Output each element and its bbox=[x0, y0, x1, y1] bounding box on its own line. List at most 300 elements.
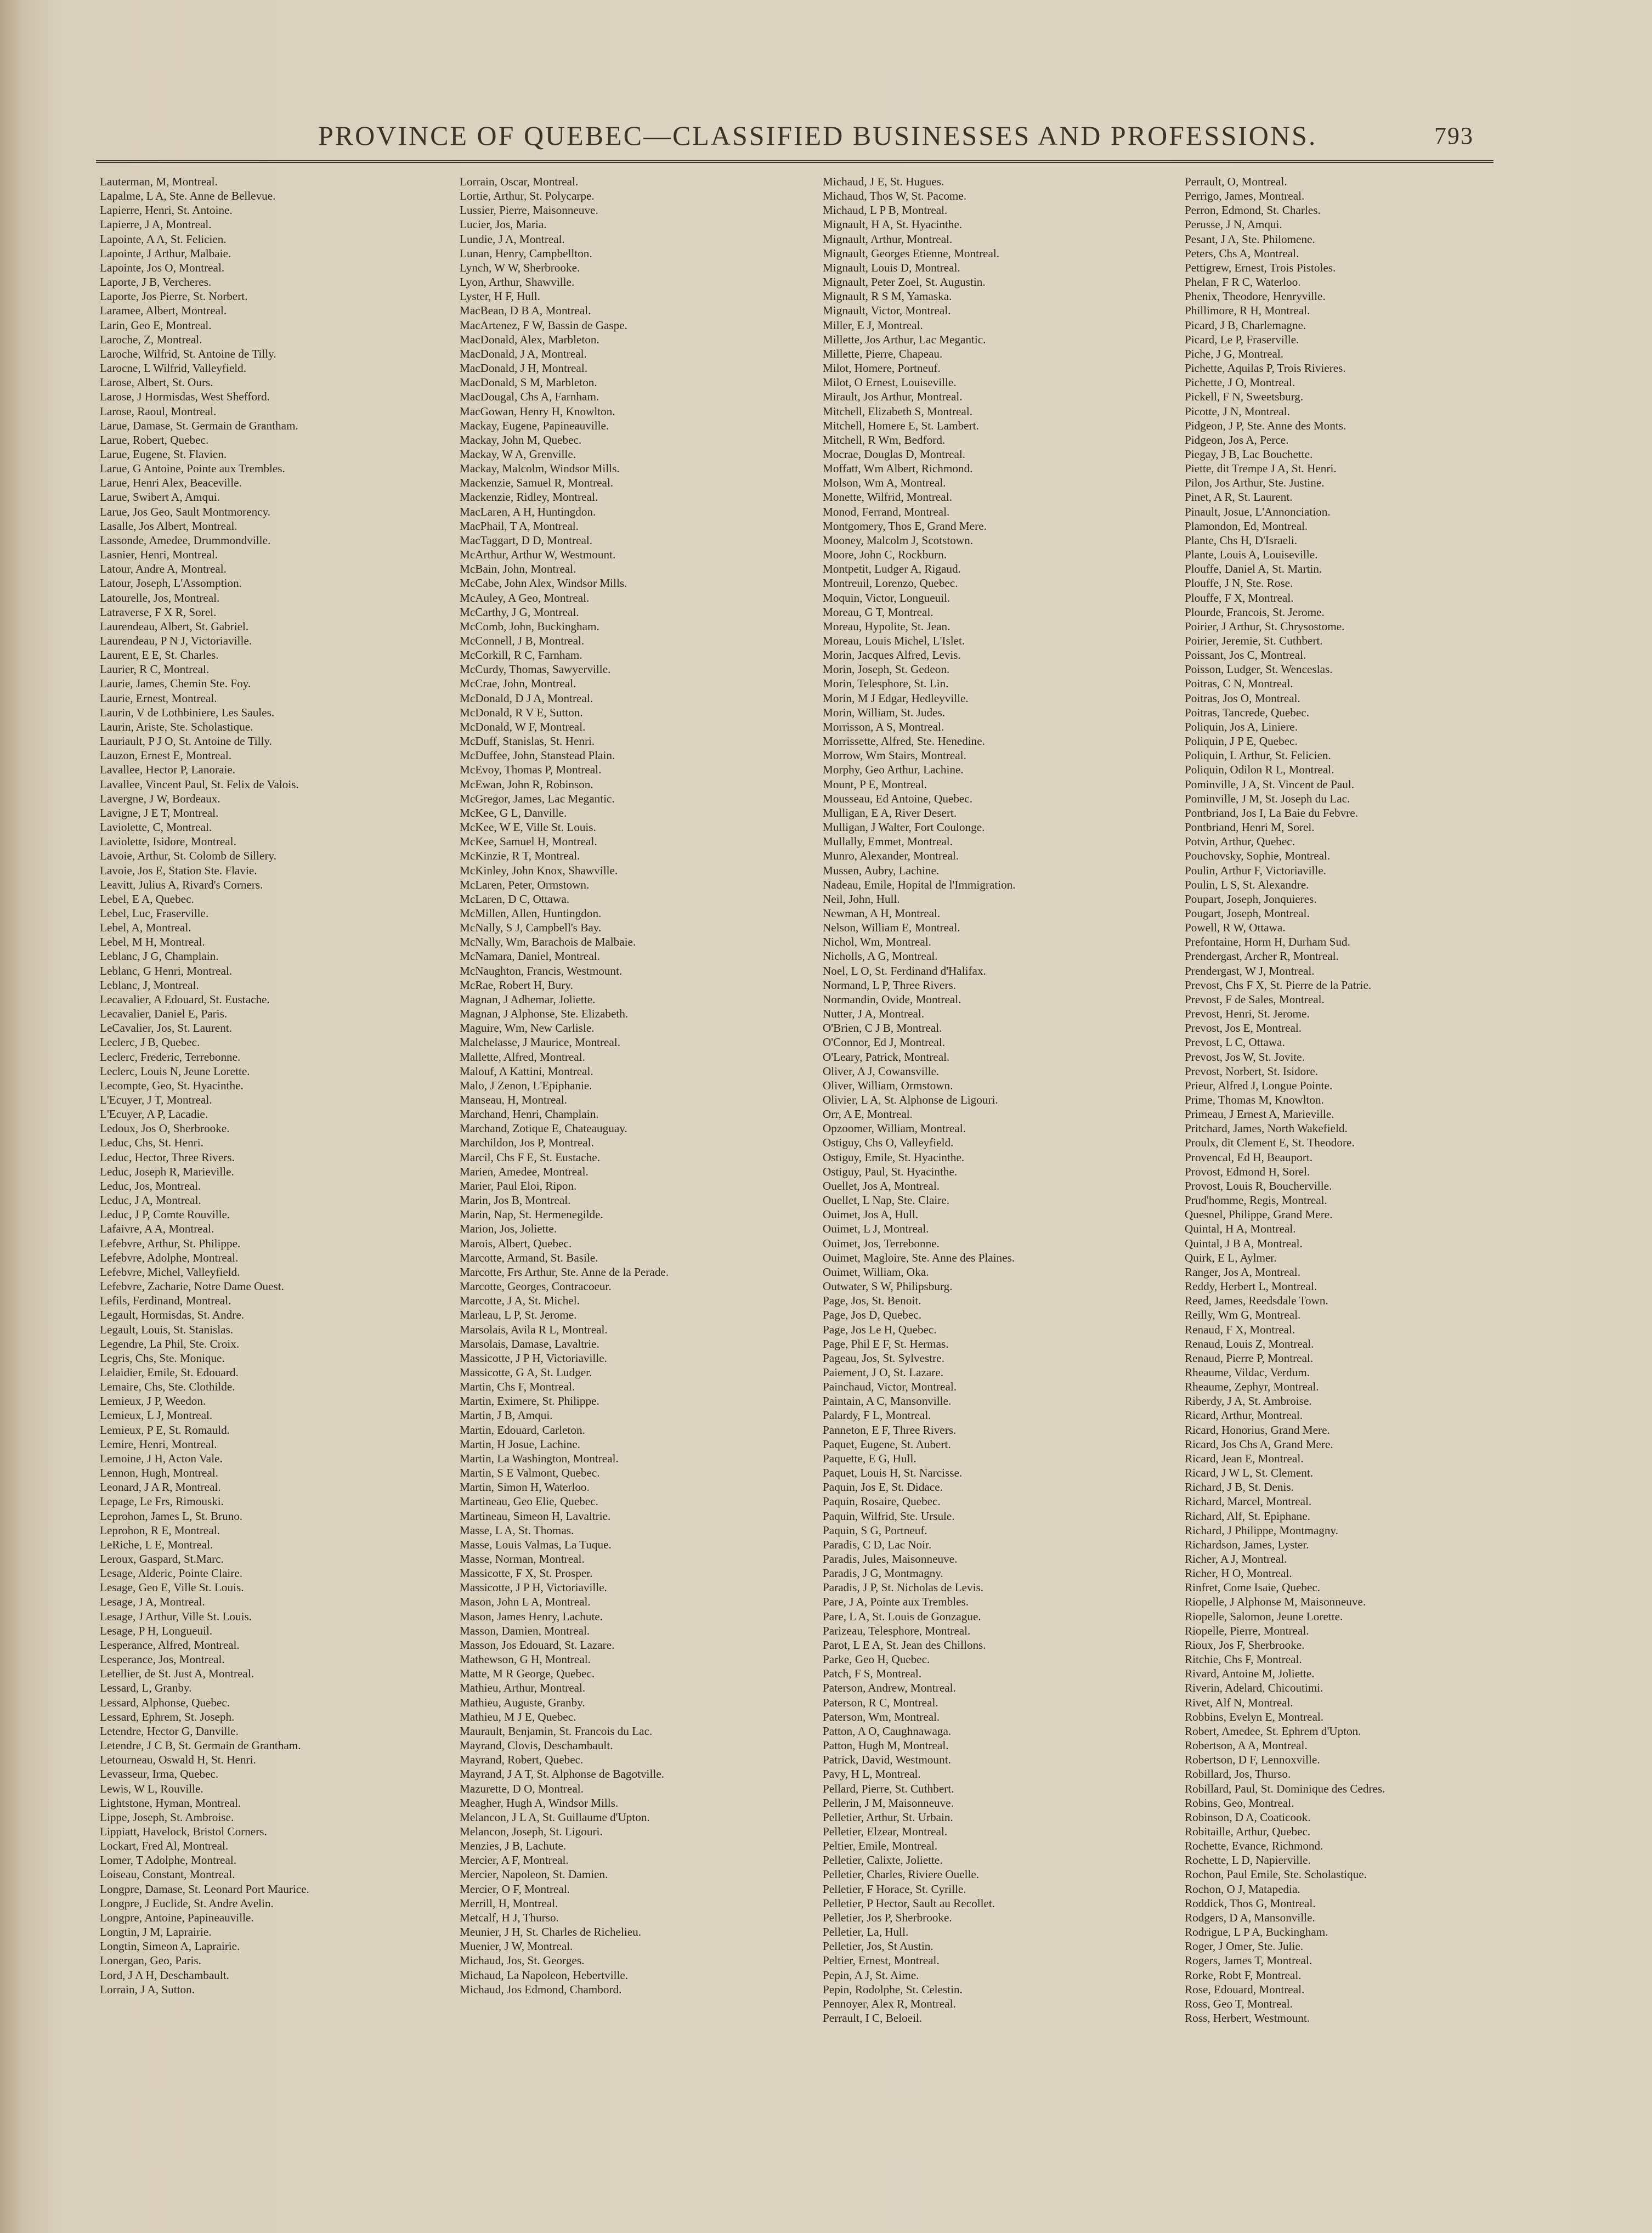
directory-entry: Lord, J A H, Deschambault. bbox=[100, 1968, 229, 1982]
directory-entry: Pellerin, J M, Maisonneuve. bbox=[823, 1796, 954, 1810]
directory-entry: Lesage, Alderic, Pointe Claire. bbox=[100, 1567, 243, 1580]
directory-entry: Lecavalier, A Edouard, St. Eustache. bbox=[100, 992, 270, 1006]
directory-entry: Martin, Eximere, St. Philippe. bbox=[460, 1394, 599, 1408]
directory-entry: Pavy, H L, Montreal. bbox=[823, 1767, 921, 1781]
directory-entry: Primeau, J Ernest A, Marieville. bbox=[1185, 1107, 1334, 1121]
directory-entry: McCrae, John, Montreal. bbox=[460, 677, 576, 691]
directory-entry: Marin, Jos B, Montreal. bbox=[460, 1194, 571, 1207]
directory-entry: Robertson, A A, Montreal. bbox=[1185, 1739, 1308, 1753]
directory-entry: Piegay, J B, Lac Bouchette. bbox=[1185, 447, 1313, 461]
directory-entry: O'Brien, C J B, Montreal. bbox=[823, 1021, 942, 1035]
directory-entry: Nichol, Wm, Montreal. bbox=[823, 935, 931, 949]
directory-entry: Mercier, Napoleon, St. Damien. bbox=[460, 1868, 608, 1881]
directory-entry: Paquin, Wilfrid, Ste. Ursule. bbox=[823, 1509, 955, 1523]
directory-entry: Robins, Geo, Montreal. bbox=[1185, 1796, 1294, 1810]
directory-entry: Ouimet, Magloire, Ste. Anne des Plaines. bbox=[823, 1251, 1015, 1264]
directory-entry: MacPhail, T A, Montreal. bbox=[460, 519, 579, 533]
directory-entry: Laramee, Albert, Montreal. bbox=[100, 304, 227, 318]
directory-entry: Miller, E J, Montreal. bbox=[823, 318, 923, 332]
directory-entry: Lesage, J Arthur, Ville St. Louis. bbox=[100, 1609, 252, 1623]
directory-entry: Pageau, Jos, St. Sylvestre. bbox=[823, 1351, 944, 1365]
directory-entry: Longpre, J Euclide, St. Andre Avelin. bbox=[100, 1896, 274, 1910]
directory-entry: Michaud, Jos Edmond, Chambord. bbox=[460, 1982, 622, 1996]
directory-entry: Paiement, J O, St. Lazare. bbox=[823, 1365, 944, 1379]
directory-entry: Proulx, dit Clement E, St. Theodore. bbox=[1185, 1136, 1355, 1150]
directory-entry: Martin, J B, Amqui. bbox=[460, 1409, 553, 1422]
directory-entry: Mathieu, Arthur, Montreal. bbox=[460, 1681, 586, 1695]
directory-entry: McKinzie, R T, Montreal. bbox=[460, 849, 580, 863]
directory-entry: Riopelle, Salomon, Jeune Lorette. bbox=[1185, 1609, 1343, 1623]
directory-entry: Legris, Chs, Ste. Monique. bbox=[100, 1351, 225, 1365]
directory-entry: Larue, Henri Alex, Beaceville. bbox=[100, 476, 242, 490]
directory-entry: Lynch, W W, Sherbrooke. bbox=[460, 261, 580, 274]
directory-entry: Poisson, Ludger, St. Wenceslas. bbox=[1185, 663, 1333, 676]
directory-entry: McDonald, R V E, Sutton. bbox=[460, 705, 583, 719]
directory-entry: Lucier, Jos, Maria. bbox=[460, 218, 547, 231]
directory-entry: Leduc, J P, Comte Rouville. bbox=[100, 1208, 230, 1222]
directory-entry: Mignault, Louis D, Montreal. bbox=[823, 261, 960, 274]
directory-entry: Millette, Jos Arthur, Lac Megantic. bbox=[823, 332, 986, 346]
directory-entry: Larin, Geo E, Montreal. bbox=[100, 318, 212, 332]
directory-entry: Larue, Eugene, St. Flavien. bbox=[100, 447, 227, 461]
directory-entry: Normand, L P, Three Rivers. bbox=[823, 978, 957, 992]
directory-entry: Lauzon, Ernest E, Montreal. bbox=[100, 749, 232, 762]
directory-entry: Leclerc, J B, Quebec. bbox=[100, 1036, 200, 1049]
directory-entry: Latour, Andre A, Montreal. bbox=[100, 562, 227, 576]
directory-entry: Renaud, Pierre P, Montreal. bbox=[1185, 1351, 1314, 1365]
directory-entry: Paquin, Rosaire, Quebec. bbox=[823, 1495, 941, 1508]
directory-entry: Prevost, Chs F X, St. Pierre de la Patrie. bbox=[1185, 978, 1372, 992]
directory-column-4 bbox=[1185, 174, 1536, 2204]
directory-entry: Milot, Homere, Portneuf. bbox=[823, 361, 941, 375]
directory-entry: Ouimet, Jos, Terrebonne. bbox=[823, 1236, 940, 1250]
directory-entry: Perron, Edmond, St. Charles. bbox=[1185, 203, 1321, 217]
directory-entry: Maguire, Wm, New Carlisle. bbox=[460, 1021, 595, 1035]
directory-entry: Pelletier, La, Hull. bbox=[823, 1925, 909, 1939]
directory-entry: Martin, Edouard, Carleton. bbox=[460, 1423, 585, 1437]
directory-entry: Robillard, Paul, St. Dominique des Cedres. bbox=[1185, 1782, 1385, 1795]
directory-entry: McEvoy, Thomas P, Montreal. bbox=[460, 763, 602, 777]
directory-entry: Quintal, J B A, Montreal. bbox=[1185, 1236, 1303, 1250]
directory-entry: Robbins, Evelyn E, Montreal. bbox=[1185, 1710, 1324, 1723]
directory-entry: Normandin, Ovide, Montreal. bbox=[823, 992, 961, 1006]
directory-entry: Michaud, La Napoleon, Hebertville. bbox=[460, 1968, 629, 1982]
directory-entry: Perrigo, James, Montreal. bbox=[1185, 189, 1305, 203]
directory-entry: Morin, M J Edgar, Hedleyville. bbox=[823, 691, 969, 705]
directory-entry: Nelson, William E, Montreal. bbox=[823, 921, 960, 935]
directory-entry: Reed, James, Reedsdale Town. bbox=[1185, 1294, 1328, 1308]
directory-entry: Mignault, Victor, Montreal. bbox=[823, 304, 951, 318]
directory-entry: Marien, Amedee, Montreal. bbox=[460, 1164, 589, 1178]
directory-entry: Mason, James Henry, Lachute. bbox=[460, 1609, 603, 1623]
directory-entry: Longpre, Antoine, Papineauville. bbox=[100, 1910, 254, 1924]
directory-entry: Pepin, Rodolphe, St. Celestin. bbox=[823, 1982, 963, 1996]
directory-entry: Latraverse, F X R, Sorel. bbox=[100, 605, 217, 619]
directory-entry: Martin, Chs F, Montreal. bbox=[460, 1380, 575, 1394]
directory-entry: Richardson, James, Lyster. bbox=[1185, 1537, 1309, 1551]
directory-entry: Morrisson, A S, Montreal. bbox=[823, 720, 944, 733]
directory-entry: Martineau, Simeon H, Lavaltrie. bbox=[460, 1509, 611, 1523]
directory-entry: MacDougal, Chs A, Farnham. bbox=[460, 390, 599, 404]
directory-entry: Pelletier, Jos P, Sherbrooke. bbox=[823, 1910, 952, 1924]
directory-entry: Roger, J Omer, Ste. Julie. bbox=[1185, 1940, 1304, 1953]
directory-entry: MacLaren, A H, Huntingdon. bbox=[460, 505, 596, 518]
directory-entry: Pontbriand, Henri M, Sorel. bbox=[1185, 821, 1315, 834]
directory-entry: Marchand, Zotique E, Chateauguay. bbox=[460, 1122, 627, 1135]
directory-entry: Leprohon, R E, Montreal. bbox=[100, 1523, 220, 1537]
directory-entry: Lecompte, Geo, St. Hyacinthe. bbox=[100, 1078, 244, 1092]
directory-entry: Mullally, Emmet, Montreal. bbox=[823, 835, 953, 849]
directory-entry: Reddy, Herbert L, Montreal. bbox=[1185, 1280, 1317, 1293]
directory-entry: Rogers, James T, Montreal. bbox=[1185, 1954, 1312, 1968]
directory-entry: Lefils, Ferdinand, Montreal. bbox=[100, 1294, 231, 1308]
directory-entry: Ricard, Arthur, Montreal. bbox=[1185, 1409, 1303, 1422]
directory-entry: Laporte, Jos Pierre, St. Norbert. bbox=[100, 290, 248, 303]
directory-entry: Lepage, Le Frs, Rimouski. bbox=[100, 1495, 224, 1508]
directory-entry: McDuff, Stanislas, St. Henri. bbox=[460, 734, 595, 748]
directory-entry: Mackay, John M, Quebec. bbox=[460, 433, 582, 446]
directory-entry: Laroche, Wilfrid, St. Antoine de Tilly. bbox=[100, 347, 276, 360]
page-number: 793 bbox=[1434, 122, 1474, 149]
directory-entry: Prime, Thomas M, Knowlton. bbox=[1185, 1093, 1324, 1106]
directory-entry: MacDonald, J A, Montreal. bbox=[460, 347, 587, 360]
directory-entry: Mercier, O F, Montreal. bbox=[460, 1882, 570, 1896]
directory-entry: Muenier, J W, Montreal. bbox=[460, 1940, 573, 1953]
directory-entry: Lesage, Geo E, Ville St. Louis. bbox=[100, 1581, 244, 1595]
directory-entry: Rioux, Jos F, Sherbrooke. bbox=[1185, 1638, 1305, 1652]
directory-entry: Prevost, Jos E, Montreal. bbox=[1185, 1021, 1302, 1035]
directory-entry: McNally, S J, Campbell's Bay. bbox=[460, 921, 602, 935]
directory-entry: Lapierre, J A, Montreal. bbox=[100, 218, 212, 231]
directory-entry: Lefebvre, Zacharie, Notre Dame Ouest. bbox=[100, 1280, 284, 1293]
directory-entry: MacTaggart, D D, Montreal. bbox=[460, 533, 593, 547]
directory-entry: Lebel, E A, Quebec. bbox=[100, 892, 194, 906]
directory-entry: Monod, Ferrand, Montreal. bbox=[823, 505, 950, 518]
directory-entry: Prieur, Alfred J, Longue Pointe. bbox=[1185, 1078, 1333, 1092]
directory-entry: Ricard, J W L, St. Clement. bbox=[1185, 1466, 1314, 1480]
directory-entry: Marleau, L P, St. Jerome. bbox=[460, 1308, 577, 1322]
directory-entry: Poliquin, Odilon R L, Montreal. bbox=[1185, 763, 1334, 777]
directory-entry: Ostiguy, Emile, St. Hyacinthe. bbox=[823, 1150, 965, 1164]
directory-entry: Mirault, Jos Arthur, Montreal. bbox=[823, 390, 963, 404]
directory-entry: Peltier, Emile, Montreal. bbox=[823, 1839, 938, 1853]
directory-entry: Mathewson, G H, Montreal. bbox=[460, 1653, 591, 1666]
directory-entry: Richard, J B, St. Denis. bbox=[1185, 1480, 1294, 1494]
directory-entry: Powell, R W, Ottawa. bbox=[1185, 921, 1286, 935]
directory-entry: Moreau, G T, Montreal. bbox=[823, 605, 934, 619]
directory-entry: Laurin, Ariste, Ste. Scholastique. bbox=[100, 720, 253, 733]
directory-entry: Rochette, L D, Napierville. bbox=[1185, 1853, 1311, 1867]
directory-entry: Provencal, Ed H, Beauport. bbox=[1185, 1150, 1313, 1164]
directory-entry: Perrault, I C, Beloeil. bbox=[823, 2011, 923, 2025]
directory-entry: Paquet, Louis H, St. Narcisse. bbox=[823, 1466, 963, 1480]
directory-entry: Michaud, J E, St. Hugues. bbox=[823, 175, 944, 188]
directory-entry: Pominville, J A, St. Vincent de Paul. bbox=[1185, 777, 1355, 791]
directory-entry: Robertson, D F, Lennoxville. bbox=[1185, 1753, 1320, 1767]
directory-entry: Rochette, Evance, Richmond. bbox=[1185, 1839, 1323, 1853]
directory-entry: Laporte, J B, Vercheres. bbox=[100, 275, 212, 289]
directory-entry: Mitchell, R Wm, Bedford. bbox=[823, 433, 946, 446]
directory-entry: Paradis, J G, Montmagny. bbox=[823, 1567, 943, 1580]
directory-entry: Peters, Chs A, Montreal. bbox=[1185, 246, 1299, 260]
directory-entry: Lapierre, Henri, St. Antoine. bbox=[100, 203, 233, 217]
directory-entry: Mitchell, Homere E, St. Lambert. bbox=[823, 419, 979, 432]
directory-entry: Letourneau, Oswald H, St. Henri. bbox=[100, 1753, 256, 1767]
directory-entry: Marin, Nap, St. Hermenegilde. bbox=[460, 1208, 603, 1222]
directory-entry: Pidgeon, J P, Ste. Anne des Monts. bbox=[1185, 419, 1347, 432]
directory-entry: Richard, Alf, St. Epiphane. bbox=[1185, 1509, 1310, 1523]
directory-entry: Lavoie, Arthur, St. Colomb de Sillery. bbox=[100, 849, 277, 863]
page-title: PROVINCE OF QUEBEC—CLASSIFIED BUSINESSES AND PROFESSIONS. bbox=[318, 120, 1317, 151]
directory-entry: Lassonde, Amedee, Drummondville. bbox=[100, 533, 271, 547]
directory-entry: Pominville, J M, St. Joseph du Lac. bbox=[1185, 792, 1350, 805]
directory-entry: Page, Jos Le H, Quebec. bbox=[823, 1322, 937, 1336]
directory-entry: Masson, Jos Edouard, St. Lazare. bbox=[460, 1638, 615, 1652]
directory-entry: Pelletier, Arthur, St. Urbain. bbox=[823, 1810, 953, 1824]
directory-entry: Molson, Wm A, Montreal. bbox=[823, 476, 946, 490]
directory-entry: Lessard, Ephrem, St. Joseph. bbox=[100, 1710, 235, 1723]
directory-entry: Melancon, J L A, St. Guillaume d'Upton. bbox=[460, 1810, 650, 1824]
directory-entry: Ross, Geo T, Montreal. bbox=[1185, 1997, 1293, 2010]
directory-entry: Leduc, Hector, Three Rivers. bbox=[100, 1150, 235, 1164]
directory-entry: Page, Jos D, Quebec. bbox=[823, 1308, 922, 1322]
directory-entry: Roddick, Thos G, Montreal. bbox=[1185, 1896, 1316, 1910]
directory-entry: McArthur, Arthur W, Westmount. bbox=[460, 548, 616, 562]
directory-entry: Patch, F S, Montreal. bbox=[823, 1667, 922, 1681]
directory-entry: Masse, Louis Valmas, La Tuque. bbox=[460, 1537, 612, 1551]
directory-entry: Phenix, Theodore, Henryville. bbox=[1185, 290, 1326, 303]
directory-entry: Morin, William, St. Judes. bbox=[823, 705, 945, 719]
directory-entry: Lemoine, J H, Acton Vale. bbox=[100, 1451, 223, 1465]
directory-entry: Letellier, de St. Just A, Montreal. bbox=[100, 1667, 254, 1681]
directory-entry: Rinfret, Come Isaie, Quebec. bbox=[1185, 1581, 1321, 1595]
directory-entry: McNamara, Daniel, Montreal. bbox=[460, 949, 600, 963]
directory-entry: Lyon, Arthur, Shawville. bbox=[460, 275, 575, 289]
directory-entry: Ostiguy, Chs O, Valleyfield. bbox=[823, 1136, 954, 1150]
directory-entry: Lelaidier, Emile, St. Edouard. bbox=[100, 1365, 239, 1379]
directory-entry: Ouimet, L J, Montreal. bbox=[823, 1222, 929, 1236]
directory-entry: Lennon, Hugh, Montreal. bbox=[100, 1466, 218, 1480]
directory-entry: Longtin, J M, Laprairie. bbox=[100, 1925, 212, 1939]
directory-entry: Larose, Raoul, Montreal. bbox=[100, 404, 217, 418]
directory-entry: Lightstone, Hyman, Montreal. bbox=[100, 1796, 241, 1810]
directory-entry: Pare, L A, St. Louis de Gonzague. bbox=[823, 1609, 981, 1623]
directory-entry: Mercier, A F, Montreal. bbox=[460, 1853, 569, 1867]
directory-entry: Paradis, C D, Lac Noir. bbox=[823, 1537, 932, 1551]
directory-entry: Pesant, J A, Ste. Philomene. bbox=[1185, 232, 1315, 246]
directory-entry: Provost, Edmond H, Sorel. bbox=[1185, 1164, 1310, 1178]
directory-entry: Mignault, Peter Zoel, St. Augustin. bbox=[823, 275, 986, 289]
directory-entry: MacArtenez, F W, Bassin de Gaspe. bbox=[460, 318, 627, 332]
directory-entry: McMillen, Allen, Huntingdon. bbox=[460, 906, 602, 920]
directory-entry: Morin, Joseph, St. Gedeon. bbox=[823, 663, 950, 676]
directory-entry: Nutter, J A, Montreal. bbox=[823, 1007, 925, 1021]
directory-entry: Lorrain, Oscar, Montreal. bbox=[460, 175, 579, 188]
directory-entry: Menzies, J B, Lachute. bbox=[460, 1839, 567, 1853]
directory-entry: Pellard, Pierre, St. Cuthbert. bbox=[823, 1782, 954, 1795]
directory-entry: Leblanc, J, Montreal. bbox=[100, 978, 199, 992]
directory-entry: Pelletier, P Hector, Sault au Recollet. bbox=[823, 1896, 995, 1910]
directory-entry: Lebel, A, Montreal. bbox=[100, 921, 191, 935]
directory-entry: Martineau, Geo Elie, Quebec. bbox=[460, 1495, 598, 1508]
directory-entry: Milot, O Ernest, Louiseville. bbox=[823, 376, 957, 389]
directory-entry: Meunier, J H, St. Charles de Richelieu. bbox=[460, 1925, 642, 1939]
directory-entry: Page, Phil E F, St. Hermas. bbox=[823, 1337, 949, 1350]
directory-entry: Mignault, Georges Etienne, Montreal. bbox=[823, 246, 1000, 260]
directory-entry: Perrault, O, Montreal. bbox=[1185, 175, 1287, 188]
directory-entry: Paradis, J P, St. Nicholas de Levis. bbox=[823, 1581, 984, 1595]
directory-entry: Lomer, T Adolphe, Montreal. bbox=[100, 1853, 237, 1867]
directory-entry: Malchelasse, J Maurice, Montreal. bbox=[460, 1036, 620, 1049]
directory-entry: Mathieu, Auguste, Granby. bbox=[460, 1695, 585, 1709]
directory-entry: Mason, John L A, Montreal. bbox=[460, 1595, 591, 1609]
directory-entry: Prevost, Norbert, St. Isidore. bbox=[1185, 1064, 1319, 1078]
directory-entry: Leblanc, G Henri, Montreal. bbox=[100, 964, 233, 977]
directory-entry: Poulin, Arthur F, Victoriaville. bbox=[1185, 863, 1326, 877]
directory-entry: Nicholls, A G, Montreal. bbox=[823, 949, 938, 963]
directory-entry: Masse, Norman, Montreal. bbox=[460, 1552, 585, 1565]
directory-entry: Plamondon, Ed, Montreal. bbox=[1185, 519, 1308, 533]
directory-entry: Lavigne, J E T, Montreal. bbox=[100, 806, 219, 819]
directory-entry: Quesnel, Philippe, Grand Mere. bbox=[1185, 1208, 1333, 1222]
directory-entry: Ricard, Jean E, Montreal. bbox=[1185, 1451, 1304, 1465]
directory-entry: Picard, Le P, Fraserville. bbox=[1185, 332, 1299, 346]
directory-entry: MacGowan, Henry H, Knowlton. bbox=[460, 404, 615, 418]
directory-entry: Levasseur, Irma, Quebec. bbox=[100, 1767, 219, 1781]
directory-entry: Lemieux, J P, Weedon. bbox=[100, 1394, 206, 1408]
directory-entry: Poirier, J Arthur, St. Chrysostome. bbox=[1185, 619, 1345, 633]
directory-entry: Lapointe, Jos O, Montreal. bbox=[100, 261, 225, 274]
directory-entry: Michaud, L P B, Montreal. bbox=[823, 203, 948, 217]
directory-entry: Lapointe, A A, St. Felicien. bbox=[100, 232, 227, 246]
directory-entry: MacDonald, J H, Montreal. bbox=[460, 361, 588, 375]
directory-entry: Lunan, Henry, Campbellton. bbox=[460, 246, 592, 260]
directory-entry: Mulligan, E A, River Desert. bbox=[823, 806, 957, 819]
directory-entry: Lavallee, Hector P, Lanoraie. bbox=[100, 763, 236, 777]
directory-entry: Richer, A J, Montreal. bbox=[1185, 1552, 1287, 1565]
directory-entry: Ross, Herbert, Westmount. bbox=[1185, 2011, 1310, 2025]
directory-entry: Lasalle, Jos Albert, Montreal. bbox=[100, 519, 237, 533]
directory-entry: Paquin, S G, Portneuf. bbox=[823, 1523, 927, 1537]
directory-entry: Leavitt, Julius A, Rivard's Corners. bbox=[100, 878, 263, 891]
directory-entry: Pidgeon, Jos A, Perce. bbox=[1185, 433, 1289, 446]
directory-entry: Pilon, Jos Arthur, Ste. Justine. bbox=[1185, 476, 1325, 490]
directory-entry: Patton, Hugh M, Montreal. bbox=[823, 1739, 949, 1753]
directory-entry: Prevost, Jos W, St. Jovite. bbox=[1185, 1050, 1305, 1064]
directory-entry: Lonergan, Geo, Paris. bbox=[100, 1954, 201, 1968]
directory-entry: Marsolais, Avila R L, Montreal. bbox=[460, 1322, 608, 1336]
directory-entry: MacBean, D B A, Montreal. bbox=[460, 304, 591, 318]
directory-entry: McKee, W E, Ville St. Louis. bbox=[460, 821, 596, 834]
directory-entry: Pritchard, James, North Wakefield. bbox=[1185, 1122, 1348, 1135]
directory-entry: McCabe, John Alex, Windsor Mills. bbox=[460, 576, 627, 590]
directory-entry: Plante, Louis A, Louiseville. bbox=[1185, 548, 1318, 562]
directory-entry: Moreau, Louis Michel, L'Islet. bbox=[823, 634, 965, 647]
directory-entry: Poitras, Jos O, Montreal. bbox=[1185, 691, 1300, 705]
directory-entry: Lessard, L, Granby. bbox=[100, 1681, 192, 1695]
directory-entry: Peltier, Ernest, Montreal. bbox=[823, 1954, 940, 1968]
directory-entry: Nadeau, Emile, Hopital de l'Immigration. bbox=[823, 878, 1016, 891]
directory-entry: Martin, Simon H, Waterloo. bbox=[460, 1480, 590, 1494]
directory-entry: Rodgers, D A, Mansonville. bbox=[1185, 1910, 1315, 1924]
directory-entry: McNaughton, Francis, Westmount. bbox=[460, 964, 623, 977]
directory-entry: Lavallee, Vincent Paul, St. Felix de Valois. bbox=[100, 777, 299, 791]
directory-entry: Rochon, Paul Emile, Ste. Scholastique. bbox=[1185, 1868, 1367, 1881]
directory-entry: Poitras, Tancrede, Quebec. bbox=[1185, 705, 1309, 719]
directory-entry: Rheaume, Zephyr, Montreal. bbox=[1185, 1380, 1319, 1394]
directory-entry: Mackay, W A, Grenville. bbox=[460, 447, 576, 461]
header-rule bbox=[96, 160, 1493, 163]
directory-entry: Leroux, Gaspard, St.Marc. bbox=[100, 1552, 224, 1565]
directory-entry: Plourde, Francois, St. Jerome. bbox=[1185, 605, 1325, 619]
directory-entry: Martin, S E Valmont, Quebec. bbox=[460, 1466, 600, 1480]
directory-entry: Poliquin, Jos A, Liniere. bbox=[1185, 720, 1298, 733]
directory-entry: Ricard, Honorius, Grand Mere. bbox=[1185, 1423, 1330, 1437]
directory-entry: Martin, H Josue, Lachine. bbox=[460, 1437, 581, 1451]
directory-entry: McNally, Wm, Barachois de Malbaie. bbox=[460, 935, 636, 949]
directory-entry: Pinault, Josue, L'Annonciation. bbox=[1185, 505, 1331, 518]
directory-entry: Prud'homme, Regis, Montreal. bbox=[1185, 1194, 1327, 1207]
directory-entry: Pettigrew, Ernest, Trois Pistoles. bbox=[1185, 261, 1336, 274]
directory-entry: Metcalf, H J, Thurso. bbox=[460, 1910, 559, 1924]
directory-entry: Robinson, D A, Coaticook. bbox=[1185, 1810, 1311, 1824]
directory-entry: Paquette, E G, Hull. bbox=[823, 1451, 916, 1465]
directory-entry: Mackenzie, Ridley, Montreal. bbox=[460, 490, 598, 504]
directory-entry: Mignault, R S M, Yamaska. bbox=[823, 290, 952, 303]
directory-entry: Marcotte, J A, St. Michel. bbox=[460, 1294, 580, 1308]
directory-entry: Lippe, Joseph, St. Ambroise. bbox=[100, 1810, 234, 1824]
directory-entry: Patton, A O, Caughnawaga. bbox=[823, 1724, 952, 1738]
directory-entry: Moreau, Hypolite, St. Jean. bbox=[823, 619, 951, 633]
directory-entry: Lavoie, Jos E, Station Ste. Flavie. bbox=[100, 863, 257, 877]
directory-entry: Lussier, Pierre, Maisonneuve. bbox=[460, 203, 598, 217]
directory-entry: Laurie, Ernest, Montreal. bbox=[100, 691, 217, 705]
directory-entry: McDonald, D J A, Montreal. bbox=[460, 691, 593, 705]
directory-entry: Montgomery, Thos E, Grand Mere. bbox=[823, 519, 987, 533]
directory-entry: Orr, A E, Montreal. bbox=[823, 1107, 913, 1121]
directory-entry: LeRiche, L E, Montreal. bbox=[100, 1537, 213, 1551]
directory-entry: Paquet, Eugene, St. Aubert. bbox=[823, 1437, 951, 1451]
directory-entry: Ouimet, William, Oka. bbox=[823, 1265, 929, 1279]
directory-entry: Paterson, Andrew, Montreal. bbox=[823, 1681, 956, 1695]
directory-entry: Lefebvre, Michel, Valleyfield. bbox=[100, 1265, 240, 1279]
directory-entry: Moquin, Victor, Longueuil. bbox=[823, 591, 951, 604]
directory-entry: Morrissette, Alfred, Ste. Henedine. bbox=[823, 734, 985, 748]
directory-entry: Latourelle, Jos, Montreal. bbox=[100, 591, 220, 604]
directory-entry: Riverin, Adelard, Chicoutimi. bbox=[1185, 1681, 1323, 1695]
directory-entry: Larue, Damase, St. Germain de Grantham. bbox=[100, 419, 298, 432]
directory-entry: Paradis, Jules, Maisonneuve. bbox=[823, 1552, 958, 1565]
directory-entry: Masse, L A, St. Thomas. bbox=[460, 1523, 574, 1537]
directory-entry: Mayrand, J A T, St. Alphonse de Bagotville. bbox=[460, 1767, 664, 1781]
directory-entry: Leonard, J A R, Montreal. bbox=[100, 1480, 221, 1494]
directory-entry: Massicotte, J P H, Victoriaville. bbox=[460, 1581, 607, 1595]
directory-entry: Poitras, C N, Montreal. bbox=[1185, 677, 1293, 691]
directory-entry: Lauriault, P J O, St. Antoine de Tilly. bbox=[100, 734, 272, 748]
directory-entry: Oliver, A J, Cowansville. bbox=[823, 1064, 940, 1078]
directory-entry: Ritchie, Chs F, Montreal. bbox=[1185, 1653, 1302, 1666]
directory-entry: Marois, Albert, Quebec. bbox=[460, 1236, 572, 1250]
directory-entry: Monette, Wilfrid, Montreal. bbox=[823, 490, 952, 504]
directory-entry: Ricard, Jos Chs A, Grand Mere. bbox=[1185, 1437, 1333, 1451]
directory-entry: Massicotte, J P H, Victoriaville. bbox=[460, 1351, 607, 1365]
directory-entry: Lesage, P H, Longueuil. bbox=[100, 1624, 213, 1637]
directory-entry: Pare, J A, Pointe aux Trembles. bbox=[823, 1595, 969, 1609]
directory-entry: Lyster, H F, Hull. bbox=[460, 290, 540, 303]
directory-entry: Letendre, Hector G, Danville. bbox=[100, 1724, 239, 1738]
directory-entry: Prevost, L C, Ottawa. bbox=[1185, 1036, 1285, 1049]
directory-entry: Lasnier, Henri, Montreal. bbox=[100, 548, 218, 562]
